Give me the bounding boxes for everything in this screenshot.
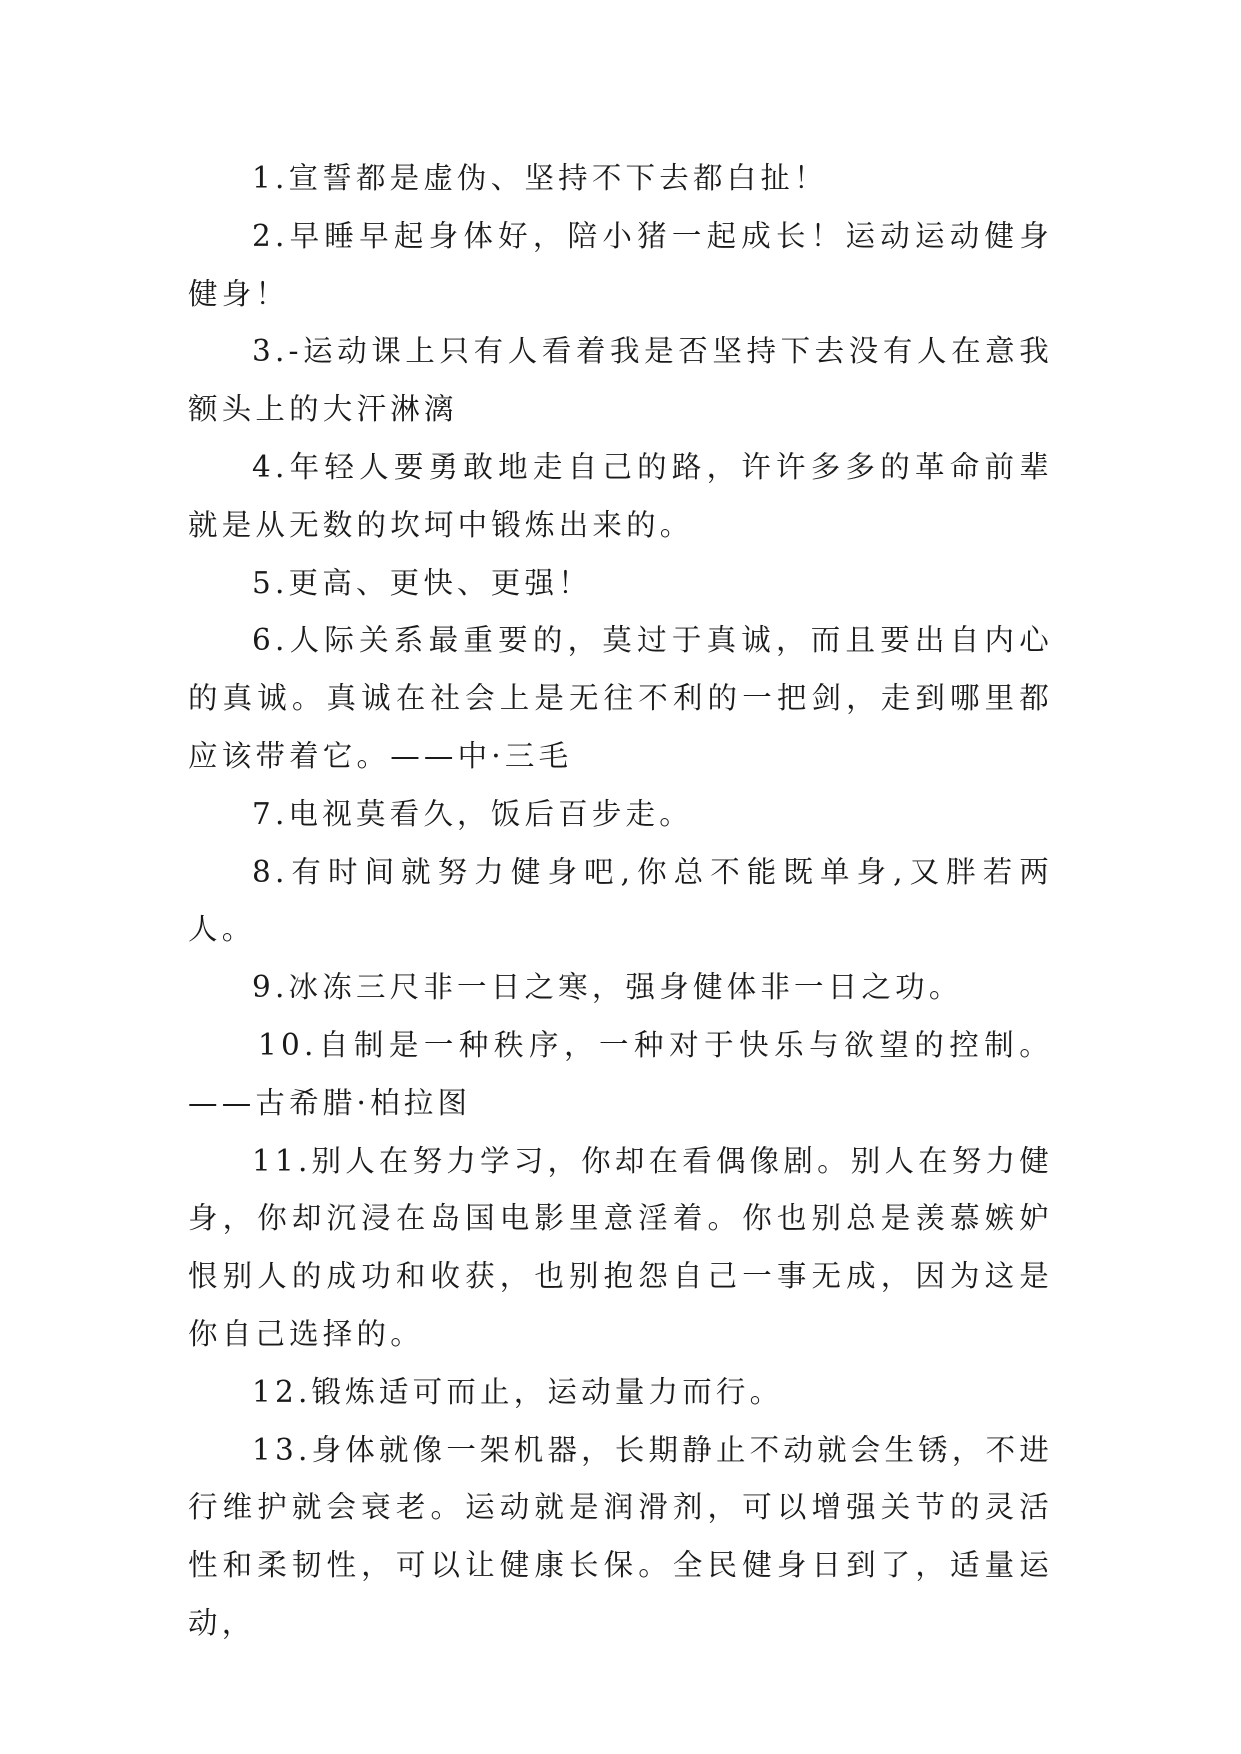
list-item-1: 1.宣誓都是虚伪、坚持不下去都白扯！: [252, 161, 828, 195]
list-item-3: 3.-运动课上只有人看着我是否坚持下去没有人在意我额头上的大汗淋漓: [188, 334, 1053, 427]
list-item-4: 4.年轻人要勇敢地走自己的路，许许多多的革命前辈就是从无数的坎坷中锻炼出来的。: [188, 449, 1053, 542]
list-item-2: 2.早睡早起身体好，陪小猪一起成长！运动运动健身健身！: [188, 218, 1053, 311]
list-item-8: 8.有时间就努力健身吧,你总不能既单身,又胖若两人。: [188, 854, 1053, 947]
document-body: [188, 150, 1053, 1653]
list-item-5: 5.更高、更快、更强！: [252, 565, 592, 600]
list-item-9: 9.冰冻三尺非一日之寒，强身健体非一日之功。: [252, 970, 963, 1005]
list-item-6: 6.人际关系最重要的，莫过于真诚，而且要出自内心的真诚。真诚在社会上是无往不利的一把剑，走到哪里都应该带着它。——中·三毛: [188, 623, 1053, 773]
list-item-12: 12.锻炼适可而止，运动量力而行。: [252, 1374, 784, 1409]
list-item-13: 13.身体就像一架机器，长期静止不动就会生锈，不进行维护就会衰老。运动就是润滑剂，可以增强关节的灵活性和柔韧性，可以让健康长保。全民健身日到了，适量运动，: [188, 1432, 1053, 1640]
list-item-11: 11.别人在努力学习，你却在看偶像剧。别人在努力健身，你却沉浸在岛国电影里意淫着。你也别总是羡慕嫉妒恨别人的成功和收获，也别抱怨自己一事无成，因为这是你自己选择的。: [188, 1143, 1053, 1351]
list-item-10: 10.自制是一种秩序，一种对于快乐与欲望的控制。——古希腊·柏拉图: [188, 1027, 1053, 1120]
list-item-7: 7.电视莫看久，饭后百步走。: [252, 796, 693, 831]
